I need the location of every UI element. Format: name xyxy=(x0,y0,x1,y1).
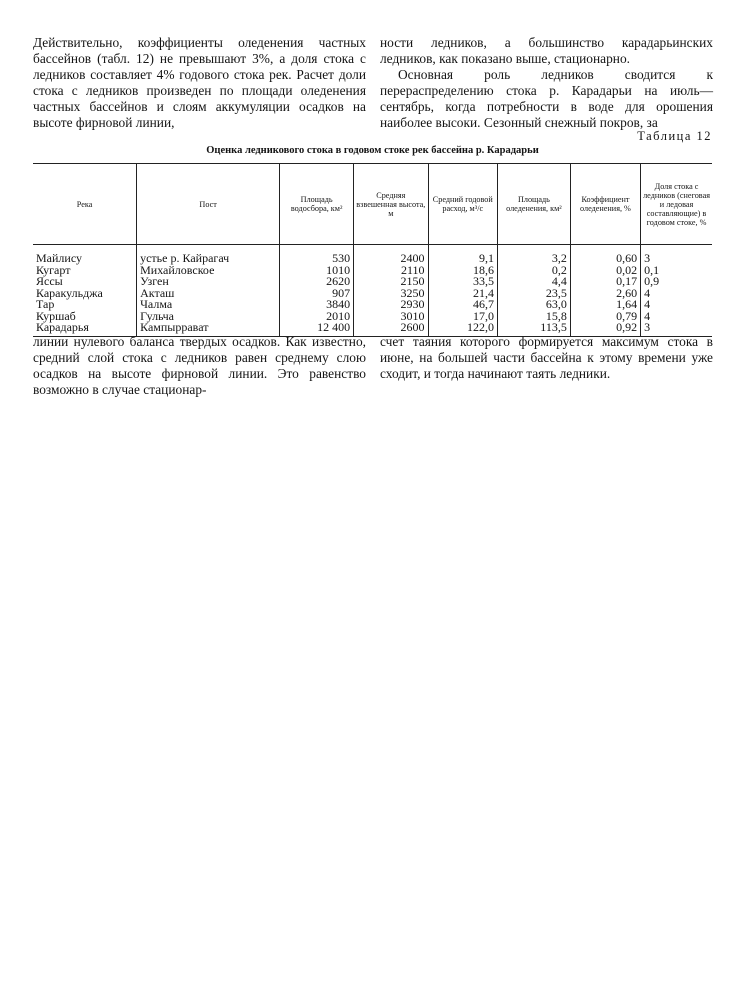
data-table xyxy=(33,163,712,337)
col-header-height: Средняя взвешенная высота, м xyxy=(354,164,428,245)
cell-height: 3010 xyxy=(354,311,428,323)
cell-river: Майлису xyxy=(36,251,82,265)
paragraph: Основная роль ледников сводится к перераспределению стока р. Карадарьи на июль—сентябрь, когда потребности в воде для орошения наиболее высоки. Сезонный снежный покров, за xyxy=(380,67,713,130)
table-row xyxy=(33,299,712,311)
cell-area: 12 400 xyxy=(280,322,354,336)
cell-share: 0,1 xyxy=(641,265,712,277)
col-header-flow: Средний годовой расход, м³/с xyxy=(428,164,498,245)
cell-river: Кугарт xyxy=(36,262,71,277)
cell-post: Михайловское xyxy=(137,265,280,277)
col-header-glacier-area: Площадь оледенения, км² xyxy=(498,164,571,245)
cell-coef: 2,60 xyxy=(570,288,640,300)
cell-height: 2400 xyxy=(354,245,428,265)
cell-height: 3250 xyxy=(354,288,428,300)
cell-flow: 21,4 xyxy=(428,288,498,300)
cell-flow: 17,0 xyxy=(428,311,498,323)
cell-glacier-area: 15,8 xyxy=(498,311,571,323)
cell-height: 2600 xyxy=(354,322,428,336)
cell-share: 3 xyxy=(641,245,712,265)
cell-flow: 46,7 xyxy=(428,299,498,311)
cell-post: Чалма xyxy=(137,299,280,311)
text-column-top-right xyxy=(380,35,713,131)
cell-share: 3 xyxy=(641,322,712,336)
cell-flow: 9,1 xyxy=(428,245,498,265)
cell-coef: 0,02 xyxy=(570,265,640,277)
text-column-bottom-right xyxy=(380,334,713,382)
cell-river: Тар xyxy=(36,297,55,311)
cell-height: 2930 xyxy=(354,299,428,311)
cell-river: Карадарья xyxy=(33,322,137,336)
cell-river: Каракульджа xyxy=(36,285,103,300)
cell-flow: 33,5 xyxy=(428,276,498,288)
paragraph: ности ледников, а большинство карадарьинских ледников, как показано выше, стационарно. xyxy=(380,35,713,66)
cell-glacier-area: 23,5 xyxy=(498,288,571,300)
cell-share: 4 xyxy=(641,288,712,300)
cell-post: устье р. Кайрагач xyxy=(137,245,280,265)
col-header-coef: Коэффициент оледенения, % xyxy=(570,164,640,245)
cell-post: Кампыррават xyxy=(137,322,280,336)
cell-coef: 0,79 xyxy=(570,311,640,323)
cell-area: 2620 xyxy=(280,276,354,288)
cell-glacier-area: 63,0 xyxy=(498,299,571,311)
table-title: Оценка ледникового стока в годовом стоке рек бассейна р. Карадарьи xyxy=(206,145,539,156)
paragraph: счет таяния которого формируется максимум стока в июне, на большей части бассейна к этому времени уже сходит, и тогда начинают таять ледники. xyxy=(380,334,713,381)
cell-height: 2150 xyxy=(354,276,428,288)
cell-glacier-area: 113,5 xyxy=(498,322,571,336)
cell-glacier-area: 0,2 xyxy=(498,265,571,277)
table-row xyxy=(33,288,712,300)
cell-coef: 0,92 xyxy=(570,322,640,336)
cell-share: 0,9 xyxy=(641,276,712,288)
col-header-share: Доля стока с ледников (снеговая и ледовая составляющие) в годовом стоке, % xyxy=(641,164,712,245)
cell-post: Акташ xyxy=(137,288,280,300)
table-row xyxy=(33,265,712,277)
cell-river: Куршаб xyxy=(36,308,76,323)
cell-glacier-area: 3,2 xyxy=(498,245,571,265)
text-column-bottom-left xyxy=(33,334,366,398)
cell-height: 2110 xyxy=(354,265,428,277)
paragraph: линии нулевого баланса твердых осадков. Как известно, средний слой стока с ледников равен среднему слою осадков на высоте фирновой линии. Это равенство возможно в случае стационар- xyxy=(33,334,366,397)
cell-river: Яссы xyxy=(36,274,63,288)
paragraph: Действительно, коэффициенты оледенения частных бассейнов (табл. 12) не превышают 3%, а доля стока с ледников составляет 4% годового стока рек. Расчет доли стока с ледников произведен по площади оледенения частных бассейнов и слоям аккумуляции осадков на высоте фирновой линии, xyxy=(33,35,366,130)
text-column-top-left xyxy=(33,35,366,131)
cell-coef: 0,60 xyxy=(570,245,640,265)
cell-coef: 1,64 xyxy=(570,299,640,311)
col-header-area: Площадь водосбора, км² xyxy=(280,164,354,245)
cell-area: 3840 xyxy=(280,299,354,311)
table-row xyxy=(33,245,712,265)
table-label: Таблица 12 xyxy=(637,129,712,143)
table-row xyxy=(33,276,712,288)
table-header-row xyxy=(33,164,712,245)
cell-coef: 0,17 xyxy=(570,276,640,288)
col-header-post: Пост xyxy=(137,164,280,245)
cell-area: 907 xyxy=(280,288,354,300)
table-row xyxy=(33,311,712,323)
cell-flow: 122,0 xyxy=(428,322,498,336)
cell-share: 4 xyxy=(641,311,712,323)
col-header-river: Река xyxy=(33,164,137,245)
cell-glacier-area: 4,4 xyxy=(498,276,571,288)
cell-post: Узген xyxy=(137,276,280,288)
cell-area: 1010 xyxy=(280,265,354,277)
cell-flow: 18,6 xyxy=(428,265,498,277)
cell-area: 2010 xyxy=(280,311,354,323)
cell-share: 4 xyxy=(641,299,712,311)
cell-post: Гульча xyxy=(137,311,280,323)
cell-area: 530 xyxy=(280,245,354,265)
